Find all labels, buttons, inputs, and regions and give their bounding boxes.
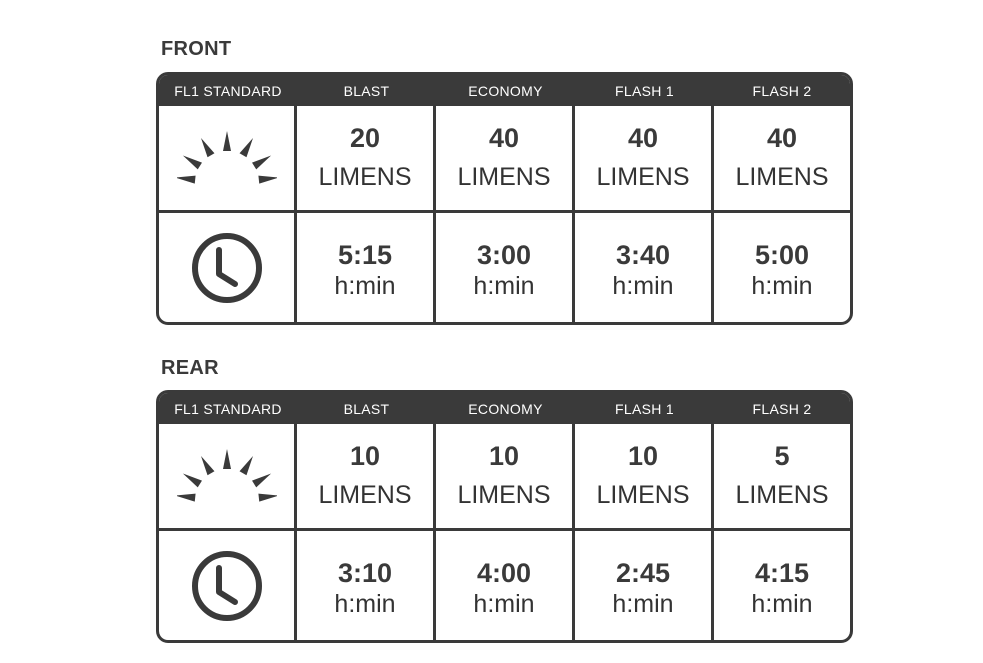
runtime-icon-cell <box>159 531 297 640</box>
brightness-icon-cell <box>159 106 297 210</box>
runtime-unit: h:min <box>751 271 813 300</box>
runtime-cell-economy <box>436 213 575 322</box>
lumens-value: 40 <box>488 123 520 153</box>
lumens-unit: LIMENS <box>735 163 829 191</box>
header-mode-flash2: FLASH 2 <box>752 400 812 417</box>
lumens-value: 10 <box>488 441 520 471</box>
lumens-cell-economy <box>436 106 575 210</box>
runtime-unit: h:min <box>334 589 396 618</box>
brightness-icon-cell <box>159 424 297 528</box>
header-mode-flash1: FLASH 1 <box>615 400 674 417</box>
lumens-cell-blast <box>297 106 436 210</box>
runtime-value: 3:00 <box>476 239 532 270</box>
runtime-value: 3:40 <box>615 239 671 270</box>
runtime-cell-flash2 <box>714 213 850 322</box>
runtime-cell-blast <box>297 213 436 322</box>
lumens-value: 5 <box>774 441 790 471</box>
runtime-unit: h:min <box>612 589 674 618</box>
lumens-unit: LIMENS <box>318 481 412 509</box>
lumens-cell-economy <box>436 424 575 528</box>
lumens-unit: LIMENS <box>318 163 412 191</box>
header-mode-blast: BLAST <box>343 82 390 99</box>
lumens-value: 40 <box>766 123 798 153</box>
lumens-cell-flash2 <box>714 424 850 528</box>
lumens-row <box>159 106 850 213</box>
clock-icon <box>189 230 265 306</box>
runtime-cell-flash2 <box>714 531 850 640</box>
lumens-value: 10 <box>627 441 659 471</box>
lumens-value: 10 <box>349 441 381 471</box>
runtime-unit: h:min <box>612 271 674 300</box>
runtime-icon-cell <box>159 213 297 322</box>
lumens-unit: LIMENS <box>596 481 690 509</box>
runtime-cell-flash1 <box>575 531 714 640</box>
header-mode-standard: FL1 STANDARD <box>174 400 282 417</box>
lumens-unit: LIMENS <box>596 163 690 191</box>
runtime-value: 2:45 <box>615 557 671 588</box>
header-mode-flash1: FLASH 1 <box>615 82 674 99</box>
section-title-front: FRONT <box>161 38 232 60</box>
section-title-rear: REAR <box>161 357 219 379</box>
lumens-cell-blast <box>297 424 436 528</box>
lumens-cell-flash2 <box>714 106 850 210</box>
lumens-unit: LIMENS <box>735 481 829 509</box>
runtime-value: 5:00 <box>754 239 810 270</box>
table-header-row <box>159 393 850 424</box>
lumens-cell-flash1 <box>575 106 714 210</box>
header-mode-blast: BLAST <box>343 400 390 417</box>
header-mode-economy: ECONOMY <box>468 400 543 417</box>
lumens-value: 40 <box>627 123 659 153</box>
lumens-row <box>159 424 850 531</box>
header-mode-standard: FL1 STANDARD <box>174 82 282 99</box>
table-header-row <box>159 75 850 106</box>
runtime-row <box>159 213 850 322</box>
runtime-cell-economy <box>436 531 575 640</box>
runtime-unit: h:min <box>751 589 813 618</box>
clock-icon <box>189 548 265 624</box>
front-spec-table <box>156 72 853 325</box>
runtime-cell-blast <box>297 531 436 640</box>
runtime-value: 5:15 <box>337 239 393 270</box>
runtime-value: 4:00 <box>476 557 532 588</box>
runtime-unit: h:min <box>473 271 535 300</box>
rear-spec-table <box>156 390 853 643</box>
runtime-unit: h:min <box>334 271 396 300</box>
runtime-value: 4:15 <box>754 557 810 588</box>
lumens-unit: LIMENS <box>457 163 551 191</box>
sun-rays-icon <box>177 441 277 511</box>
lumens-cell-flash1 <box>575 424 714 528</box>
runtime-cell-flash1 <box>575 213 714 322</box>
runtime-value: 3:10 <box>337 557 393 588</box>
lumens-unit: LIMENS <box>457 481 551 509</box>
sun-rays-icon <box>177 123 277 193</box>
runtime-unit: h:min <box>473 589 535 618</box>
lumens-value: 20 <box>349 123 381 153</box>
header-mode-flash2: FLASH 2 <box>752 82 812 99</box>
header-mode-economy: ECONOMY <box>468 82 543 99</box>
runtime-row <box>159 531 850 640</box>
